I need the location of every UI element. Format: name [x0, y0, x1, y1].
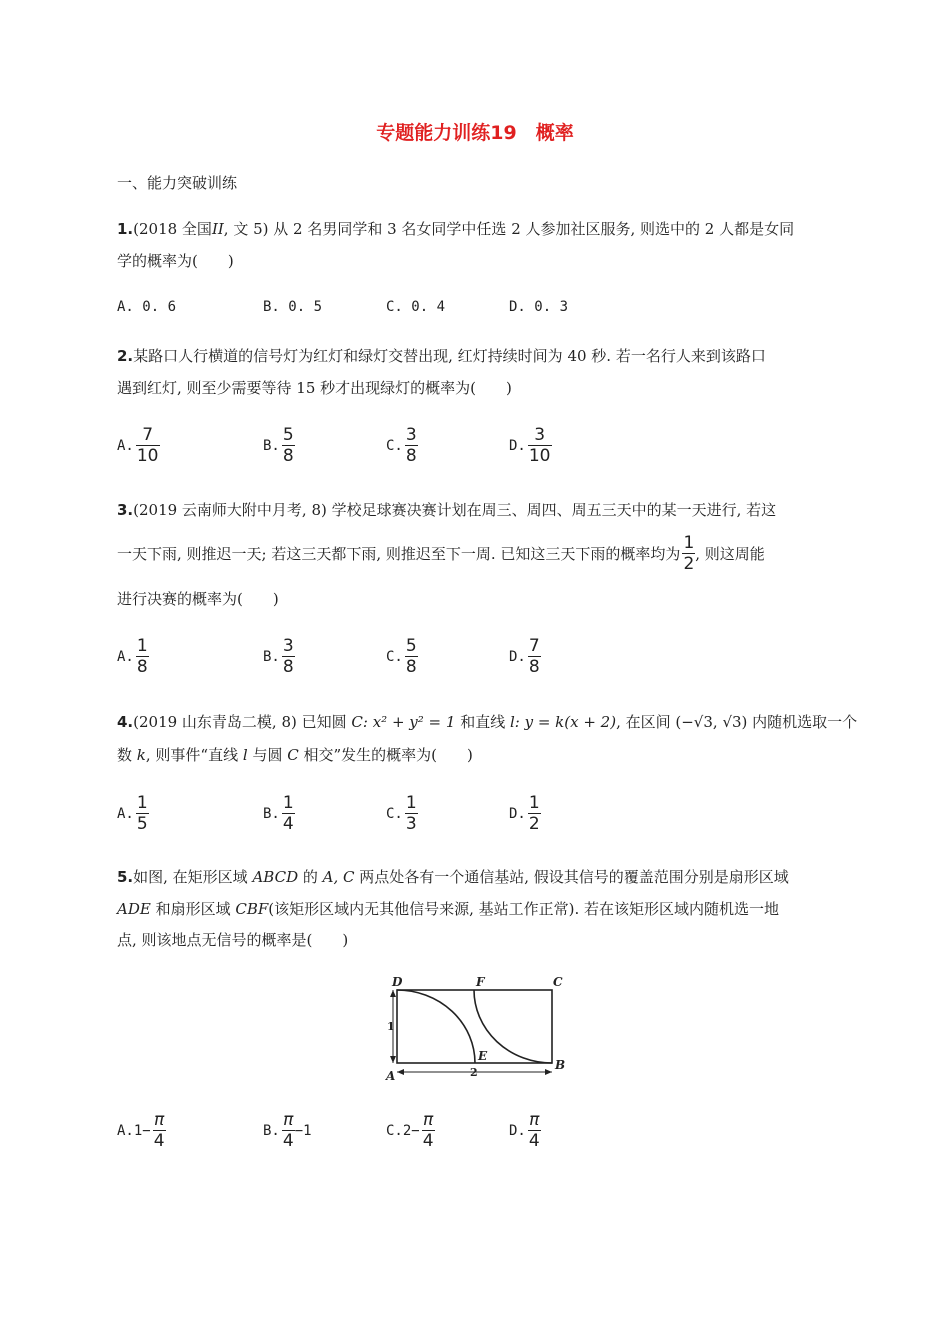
- label-f: F: [476, 975, 485, 989]
- q4-option-c[interactable]: [386, 793, 418, 834]
- denominator: 2: [528, 814, 540, 834]
- q3-option-a[interactable]: [117, 636, 149, 677]
- q4-option-a[interactable]: [117, 793, 149, 834]
- numerator: π: [529, 1110, 540, 1130]
- denominator: 3: [405, 814, 417, 834]
- q3-option-d-label: D.: [509, 648, 526, 665]
- label-side-2: 2: [470, 1066, 478, 1079]
- denominator: 8: [405, 657, 417, 677]
- arrow-left: [397, 1069, 404, 1075]
- denominator: 4: [282, 814, 294, 834]
- numerator: 1: [683, 533, 695, 553]
- numerator: 7: [528, 636, 540, 656]
- q5-option-d[interactable]: [509, 1110, 541, 1151]
- q1-line2: 学的概率为( ): [117, 252, 234, 270]
- q2-option-b[interactable]: [263, 425, 295, 466]
- q4-line1: [117, 711, 857, 732]
- numerator: 1: [136, 793, 148, 813]
- q4-number: 4.: [117, 713, 134, 731]
- q2-line1: [117, 345, 766, 366]
- arrow-up: [390, 990, 396, 997]
- q3-number: 3.: [117, 501, 134, 519]
- q4-text-b: 和直线: [455, 713, 510, 731]
- q2-option-d[interactable]: [509, 425, 552, 466]
- q3-line3: 进行决赛的概率为( ): [117, 590, 279, 608]
- q1-text-b: , 文 5) 从 2 名男同学和 3 名女同学中任选 2 人参加社区服务, 则选中的 2 人都是女同: [223, 220, 795, 238]
- q1-option-c[interactable]: C. 0. 4: [386, 299, 446, 315]
- q3-text-c: , 则这周能: [695, 545, 765, 563]
- numerator: π: [283, 1110, 294, 1130]
- q5-cbf: CBF: [235, 900, 269, 918]
- q3-option-c[interactable]: [386, 636, 418, 677]
- q3-option-a-label: A.: [117, 648, 134, 665]
- q4-text-c: , 在区间 (−√3, √3) 内随机选取一个: [616, 713, 858, 731]
- q5-option-b[interactable]: [263, 1110, 312, 1151]
- q3-option-c-label: C.: [386, 648, 403, 665]
- rectangle-sector-figure: [375, 972, 575, 1084]
- label-b: B: [555, 1058, 566, 1072]
- label-e: E: [478, 1049, 488, 1063]
- q2-option-c-label: C.: [386, 437, 403, 454]
- q3-option-b-frac: [282, 636, 295, 677]
- denominator: 10: [528, 446, 551, 466]
- q5-option-c[interactable]: [386, 1110, 435, 1151]
- q3-option-a-frac: [136, 636, 149, 677]
- denominator: 8: [282, 657, 294, 677]
- q2-option-d-label: D.: [509, 437, 526, 454]
- q4-text-a: (2019 山东青岛二模, 8) 已知圆: [133, 713, 352, 731]
- q5-line2: [117, 898, 779, 919]
- q4-option-b[interactable]: [263, 793, 295, 834]
- q5-option-a-pre: 1−: [133, 1122, 151, 1139]
- q2-number: 2.: [117, 347, 134, 365]
- denominator: 4: [422, 1131, 434, 1151]
- q5-number: 5.: [117, 868, 134, 886]
- q5-option-a[interactable]: [117, 1110, 166, 1151]
- label-d: D: [392, 975, 403, 989]
- q5-abcd: ABCD: [252, 868, 299, 886]
- q5-option-c-label: C.: [386, 1122, 403, 1139]
- label-side-1: 1: [387, 1020, 395, 1033]
- q5-text-b: 的: [298, 868, 323, 886]
- q2-text-a: 某路口人行横道的信号灯为红灯和绿灯交替出现, 红灯持续时间为 40 秒. 若一名行人来到该路口: [133, 347, 766, 365]
- q2-option-b-frac: [282, 425, 295, 466]
- q4-text-f: 与圆: [247, 746, 288, 764]
- q3-option-d-frac: [528, 636, 541, 677]
- q5-option-b-post: −1: [294, 1122, 312, 1139]
- numerator: 1: [282, 793, 294, 813]
- q5-option-b-label: B.: [263, 1122, 280, 1139]
- q3-option-c-frac: [405, 636, 418, 677]
- q2-option-c-frac: [405, 425, 418, 466]
- q3-option-d[interactable]: [509, 636, 541, 677]
- denominator: 4: [153, 1131, 165, 1151]
- q4-line2: [117, 744, 473, 765]
- denominator: 4: [282, 1131, 294, 1151]
- numerator: 5: [282, 425, 294, 445]
- denominator: 8: [136, 657, 148, 677]
- q1-option-b[interactable]: B. 0. 5: [263, 299, 323, 315]
- q4-option-b-label: B.: [263, 805, 280, 822]
- q2-line2: 遇到红灯, 则至少需要等待 15 秒才出现绿灯的概率为( ): [117, 379, 512, 397]
- q1-line1: [117, 218, 794, 239]
- q1-number: 1.: [117, 220, 134, 238]
- denominator: 8: [528, 657, 540, 677]
- q1-text-a: (2018 全国: [133, 220, 212, 238]
- q2-option-a-frac: [136, 425, 160, 466]
- q4-l: l: [242, 746, 248, 764]
- denominator: 10: [136, 446, 159, 466]
- numerator: 3: [282, 636, 294, 656]
- q3-text-b: 一天下雨, 则推迟一天; 若这三天都下雨, 则推迟至下一周. 已知这三天下雨的概率均为: [117, 545, 681, 563]
- q1-roman: II: [211, 220, 224, 238]
- q5-text-e: (该矩形区域内无其他信号来源, 基站工作正常). 若在该矩形区域内随机选一地: [268, 900, 780, 918]
- q5-ade: ADE: [117, 900, 151, 918]
- q5-ac: A, C: [322, 868, 355, 886]
- numerator: 3: [405, 425, 417, 445]
- q4-option-d-frac: [528, 793, 541, 834]
- label-c: C: [553, 975, 563, 989]
- q3-line2: [117, 533, 765, 574]
- q4-line-eq: l: y = k(x + 2): [509, 713, 617, 731]
- q5-option-b-frac: [282, 1110, 295, 1151]
- q2-option-a-label: A.: [117, 437, 134, 454]
- q4-c: C: [287, 746, 299, 764]
- numerator: 1: [405, 793, 417, 813]
- q4-text-g: 相交”发生的概率为( ): [298, 746, 473, 764]
- numerator: 5: [405, 636, 417, 656]
- numerator: π: [423, 1110, 434, 1130]
- q3-line1: [117, 499, 776, 520]
- q4-option-c-frac: [405, 793, 418, 834]
- arrow-down: [390, 1056, 396, 1063]
- q5-option-a-frac: [153, 1110, 166, 1151]
- q5-option-a-label: A.: [117, 1122, 134, 1139]
- q5-line3: 点, 则该地点无信号的概率是( ): [117, 931, 349, 949]
- q5-text-c: 两点处各有一个通信基站, 假设其信号的覆盖范围分别是扇形区域: [354, 868, 789, 886]
- q4-option-c-label: C.: [386, 805, 403, 822]
- denominator: 8: [405, 446, 417, 466]
- label-a: A: [386, 1069, 396, 1083]
- q2-option-a[interactable]: [117, 425, 160, 466]
- q4-option-d-label: D.: [509, 805, 526, 822]
- q4-text-e: , 则事件“直线: [145, 746, 243, 764]
- q4-option-a-label: A.: [117, 805, 134, 822]
- q2-option-b-label: B.: [263, 437, 280, 454]
- q4-text-d: 数: [117, 746, 137, 764]
- q5-option-c-frac: [422, 1110, 435, 1151]
- q1-option-a[interactable]: A. 0. 6: [117, 299, 177, 315]
- numerator: π: [154, 1110, 165, 1130]
- q5-text-d: 和扇形区域: [150, 900, 236, 918]
- arc-ade: [397, 990, 475, 1063]
- denominator: 8: [282, 446, 294, 466]
- q4-circle-eq: C: x² + y² = 1: [351, 713, 456, 731]
- q5-line1: [117, 866, 789, 887]
- q5-option-d-label: D.: [509, 1122, 526, 1139]
- q2-option-d-frac: [528, 425, 552, 466]
- page-title: 专题能力训练19 概率: [376, 122, 574, 144]
- denominator: 5: [136, 814, 148, 834]
- q3-text-a: (2019 云南师大附中月考, 8) 学校足球赛决赛计划在周三、周四、周五三天中的某一天进行, 若这: [133, 501, 777, 519]
- numerator: 1: [136, 636, 148, 656]
- denominator: 4: [528, 1131, 540, 1151]
- q4-option-d[interactable]: [509, 793, 541, 834]
- numerator: 7: [136, 425, 160, 446]
- q5-option-d-frac: [528, 1110, 541, 1151]
- q3-option-b[interactable]: [263, 636, 295, 677]
- q3-option-b-label: B.: [263, 648, 280, 665]
- q2-option-c[interactable]: [386, 425, 418, 466]
- numerator: 3: [528, 425, 552, 446]
- arrow-right: [545, 1069, 552, 1075]
- q4-option-b-frac: [282, 793, 295, 834]
- denominator: 2: [683, 554, 695, 574]
- q4-k: k: [136, 746, 146, 764]
- q3-inline-frac: [682, 533, 695, 574]
- numerator: 1: [528, 793, 540, 813]
- q4-option-a-frac: [136, 793, 149, 834]
- q5-text-a: 如图, 在矩形区域: [133, 868, 253, 886]
- q5-option-c-pre: 2−: [402, 1122, 420, 1139]
- section-heading: 一、能力突破训练: [117, 174, 238, 192]
- q1-option-d[interactable]: D. 0. 3: [509, 299, 569, 315]
